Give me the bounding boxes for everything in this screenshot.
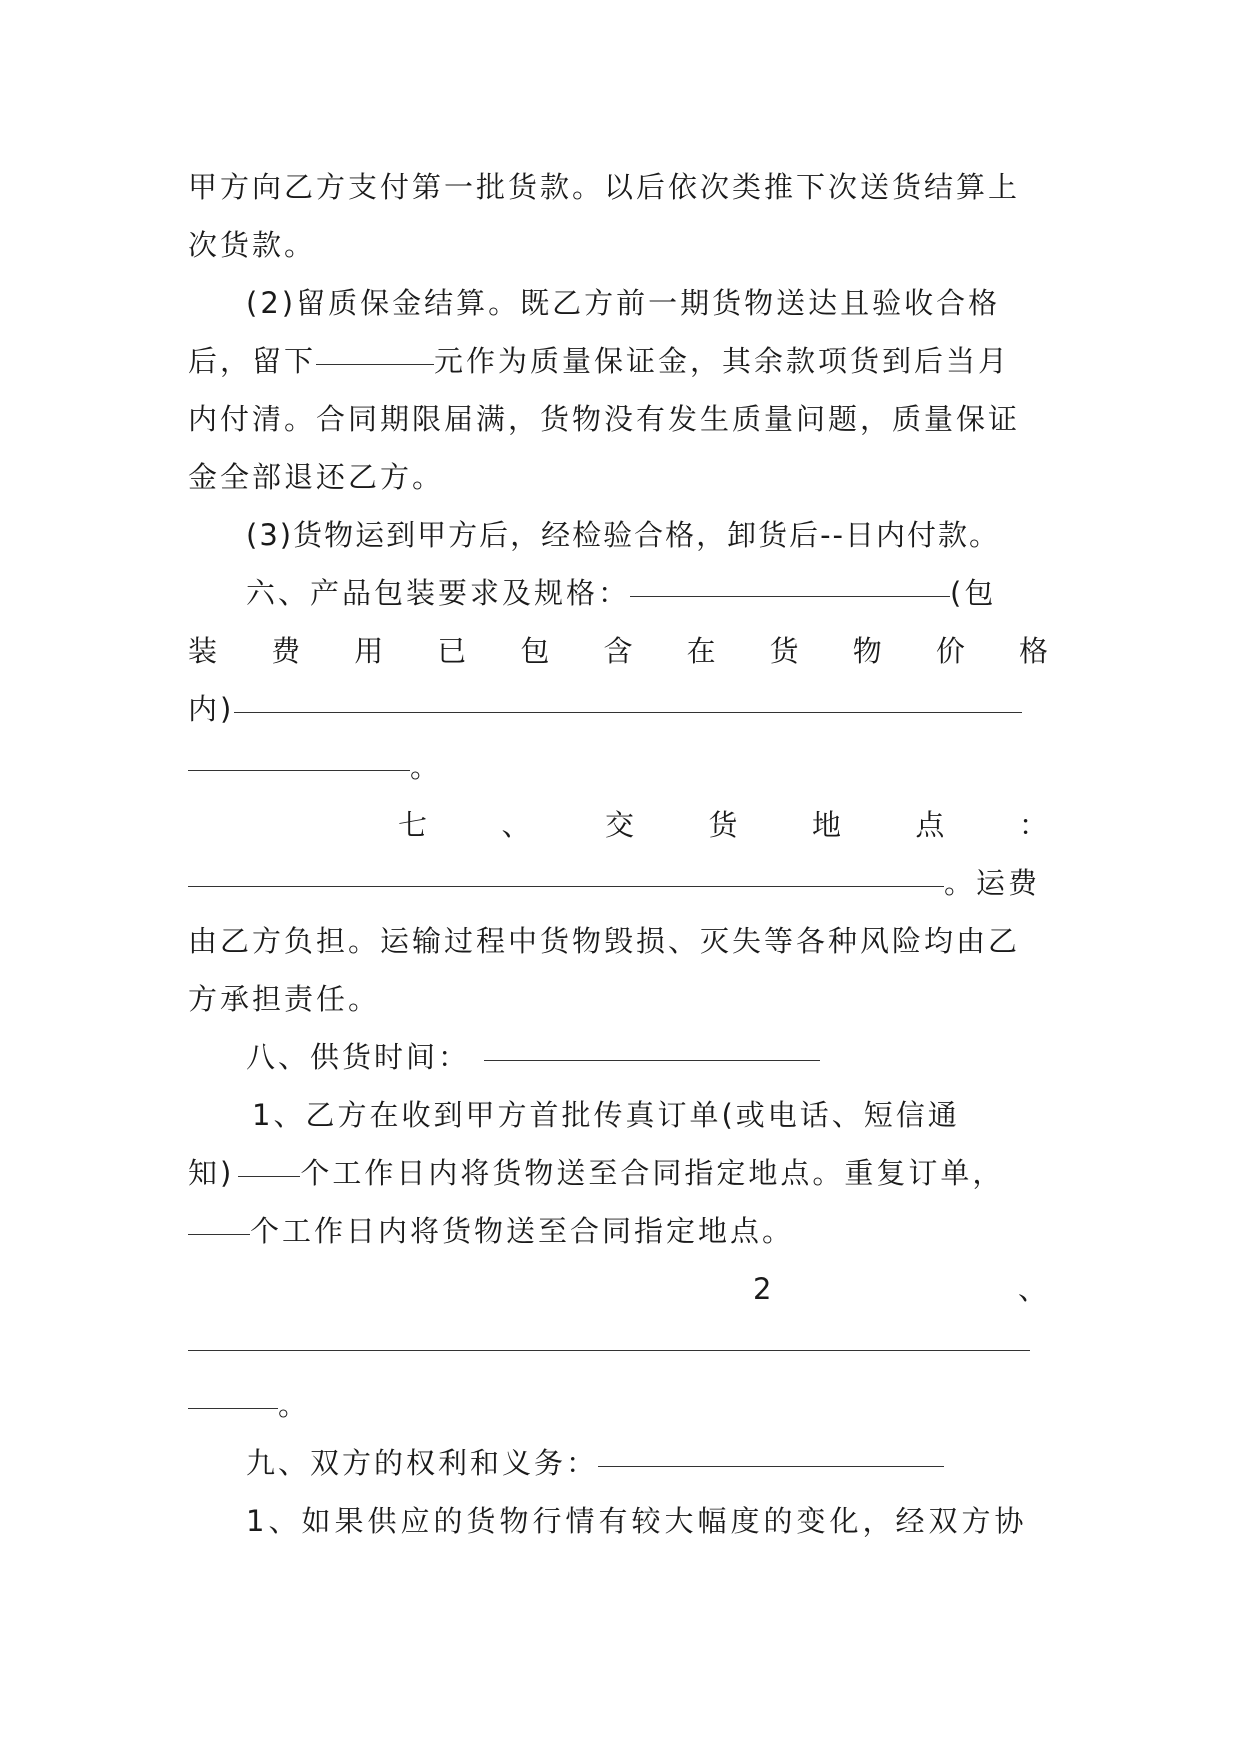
list-number: 2 bbox=[753, 1272, 775, 1306]
justified-line bbox=[188, 622, 1048, 680]
section-heading-char: 交 bbox=[604, 808, 634, 842]
text-line bbox=[188, 1028, 1048, 1086]
text-line: 由乙方负担。运输过程中货物毁损、灭失等各种风险均由乙 bbox=[188, 924, 1021, 958]
text-segment: 元作为质量保证金，其余款项货到后当月 bbox=[434, 344, 1011, 378]
section-heading: 八、供货时间： bbox=[246, 1040, 471, 1074]
text-line bbox=[188, 332, 1048, 390]
char: 费 bbox=[271, 634, 301, 668]
char: 物 bbox=[852, 634, 882, 668]
blank-field bbox=[188, 885, 944, 887]
blank-field bbox=[188, 1407, 278, 1409]
text-line bbox=[188, 680, 1048, 738]
section-heading: 九、双方的权利和义务： bbox=[246, 1446, 599, 1480]
text-segment: 。运费 bbox=[944, 866, 1041, 900]
text-line bbox=[188, 1318, 1048, 1376]
text-line: (2)留质保金结算。既乙方前一期货物送达且验收合格 bbox=[246, 286, 1001, 320]
text-line: 方承担责任。 bbox=[188, 982, 381, 1016]
text-line bbox=[188, 1144, 1048, 1202]
blank-field bbox=[188, 769, 410, 771]
char: 货 bbox=[769, 634, 799, 668]
blank-field bbox=[188, 1349, 1030, 1351]
section-heading-char: ： bbox=[1018, 808, 1048, 842]
blank-field bbox=[188, 1233, 250, 1235]
text-line bbox=[188, 1202, 1048, 1260]
text-line: 次货款。 bbox=[188, 228, 317, 262]
blank-field bbox=[234, 711, 1022, 713]
section-heading-char: 点 bbox=[915, 808, 945, 842]
char: 格 bbox=[1018, 634, 1048, 668]
char: 含 bbox=[603, 634, 633, 668]
text-segment: 。 bbox=[278, 1388, 311, 1422]
text-segment: 个工作日内将货物送至合同指定地点。重复订单， bbox=[300, 1156, 1005, 1190]
char: 在 bbox=[686, 634, 716, 668]
char: 装 bbox=[188, 634, 218, 668]
justified-line bbox=[188, 796, 1048, 854]
section-heading-char: 地 bbox=[811, 808, 841, 842]
blank-field bbox=[316, 363, 434, 365]
text-line bbox=[188, 1434, 1048, 1492]
text-line: 1、乙方在收到甲方首批传真订单(或电话、短信通 bbox=[252, 1098, 960, 1132]
section-heading-char: 、 bbox=[501, 808, 531, 842]
text-line bbox=[188, 854, 1048, 912]
contract-page bbox=[188, 158, 1051, 1550]
blank-field bbox=[238, 1175, 300, 1177]
text-segment: 。 bbox=[410, 750, 443, 784]
section-heading-char: 七 bbox=[398, 808, 428, 842]
char: 价 bbox=[935, 634, 965, 668]
text-line: 1、如果供应的货物行情有较大幅度的变化，经双方协 bbox=[246, 1504, 1028, 1538]
char: 包 bbox=[520, 634, 550, 668]
text-segment: 后，留下 bbox=[188, 344, 317, 378]
text-segment: 个工作日内将货物送至合同指定地点。 bbox=[250, 1214, 795, 1248]
text-line bbox=[188, 738, 1048, 796]
text-line bbox=[188, 1260, 1051, 1318]
text-line: (3)货物运到甲方后，经检验合格，卸货后--日内付款。 bbox=[246, 518, 1001, 552]
section-heading-char: 货 bbox=[708, 808, 738, 842]
blank-field bbox=[630, 595, 950, 597]
text-segment: (包 bbox=[950, 576, 997, 610]
char: 用 bbox=[354, 634, 384, 668]
text-line: 甲方向乙方支付第一批货款。以后依次类推下次送货结算上 bbox=[188, 170, 1021, 204]
char: 已 bbox=[437, 634, 467, 668]
text-segment: 、 bbox=[1018, 1272, 1051, 1306]
section-heading: 六、产品包装要求及规格： bbox=[246, 576, 631, 610]
text-line: 内付清。合同期限届满，货物没有发生质量问题，质量保证 bbox=[188, 402, 1021, 436]
blank-field bbox=[598, 1465, 944, 1467]
text-line bbox=[188, 564, 1048, 622]
text-segment: 知) bbox=[188, 1156, 235, 1190]
text-line: 金全部退还乙方。 bbox=[188, 460, 445, 494]
text-segment: 内) bbox=[188, 692, 235, 726]
text-line bbox=[188, 1376, 1048, 1434]
blank-field bbox=[484, 1059, 820, 1061]
